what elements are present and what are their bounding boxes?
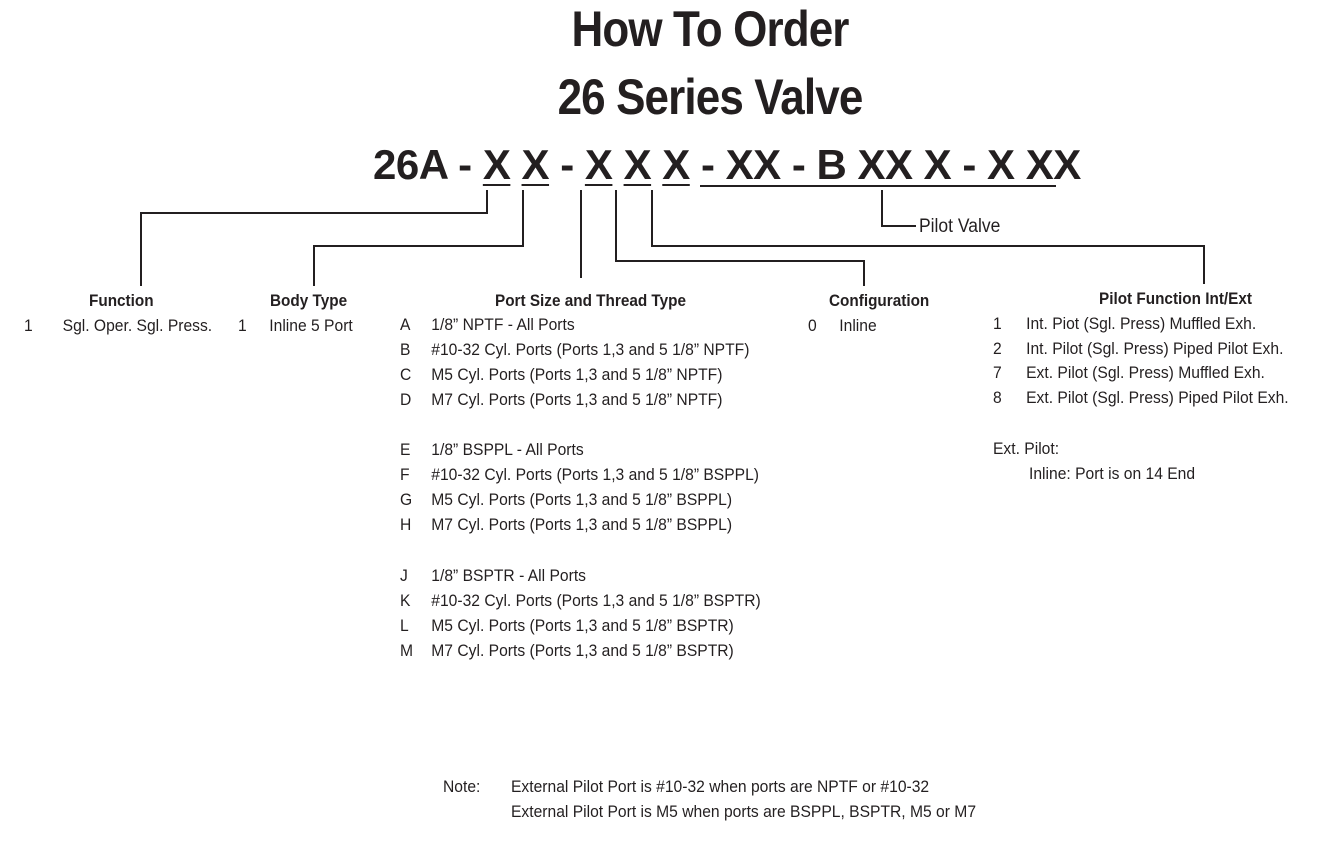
pilot-function-item: 7 Ext. Pilot (Sgl. Press) Muffled Exh. — [993, 363, 1265, 382]
port-size-item: B #10-32 Cyl. Ports (Ports 1,3 and 5 1/8” NPTF) — [400, 340, 750, 359]
note-label: Note: — [443, 777, 481, 796]
port-size-item: H M7 Cyl. Ports (Ports 1,3 and 5 1/8” BSPPL) — [400, 515, 733, 534]
pilot-valve-leader — [882, 190, 916, 226]
port-size-item: J 1/8” BSPTR - All Ports — [400, 566, 586, 585]
code-dash: - — [700, 141, 715, 188]
body-type-item: 1 Inline 5 Port — [238, 316, 353, 335]
title-line-2: 26 Series Valve — [557, 69, 863, 125]
code-function-x: X — [482, 141, 511, 188]
port-size-item: A 1/8” NPTF - All Ports — [400, 315, 575, 334]
port-size-item: L M5 Cyl. Ports (Ports 1,3 and 5 1/8” BSPTR) — [400, 616, 734, 635]
pilot-function-header: Pilot Function Int/Ext — [1099, 289, 1252, 308]
pilot-function-item: 8 Ext. Pilot (Sgl. Press) Piped Pilot Exh. — [993, 388, 1289, 407]
function-header: Function — [89, 291, 154, 310]
body-type-header: Body Type — [270, 291, 348, 310]
note-line-1: External Pilot Port is #10-32 when ports are NPTF or #10-32 — [511, 777, 930, 796]
port-size-item: K #10-32 Cyl. Ports (Ports 1,3 and 5 1/8” BSPTR) — [400, 591, 761, 610]
pilot-valve-label: Pilot Valve — [919, 216, 1001, 237]
pilot-function-item: 2 Int. Pilot (Sgl. Press) Piped Pilot Exh. — [993, 339, 1284, 358]
configuration-item: 0 Inline — [808, 316, 877, 335]
code-config-x: X — [623, 141, 652, 188]
code-prefix: 26A — [373, 141, 447, 188]
port-size-item: M M7 Cyl. Ports (Ports 1,3 and 5 1/8” BSPTR) — [400, 641, 734, 660]
configuration-header: Configuration — [829, 291, 930, 310]
ext-pilot-heading: Ext. Pilot: — [993, 439, 1060, 458]
code-tail: XX - B XX X - X XX — [725, 141, 1081, 188]
ext-pilot-text: Inline: Port is on 14 End — [1029, 464, 1196, 483]
code-port-x: X — [584, 141, 613, 188]
pilot-function-item: 1 Int. Piot (Sgl. Press) Muffled Exh. — [993, 314, 1257, 333]
port-size-item: E 1/8” BSPPL - All Ports — [400, 440, 584, 459]
port-size-header: Port Size and Thread Type — [495, 291, 687, 310]
code-dash: - — [560, 141, 574, 188]
configuration-leader — [616, 190, 864, 286]
note-line-2: External Pilot Port is M5 when ports are BSPPL, BSPTR, M5 or M7 — [511, 802, 977, 821]
port-size-item: D M7 Cyl. Ports (Ports 1,3 and 5 1/8” NPTF) — [400, 390, 723, 409]
code-dash: - — [458, 141, 472, 188]
function-item: 1 Sgl. Oper. Sgl. Press. — [24, 316, 213, 335]
body-type-leader — [314, 190, 523, 286]
port-size-item: G M5 Cyl. Ports (Ports 1,3 and 5 1/8” BSPPL) — [400, 490, 733, 509]
title-line-1: How To Order — [571, 1, 849, 57]
port-size-item: F #10-32 Cyl. Ports (Ports 1,3 and 5 1/8” BSPPL) — [400, 465, 760, 484]
code-pilot-func-x: X — [662, 141, 690, 188]
port-size-item: C M5 Cyl. Ports (Ports 1,3 and 5 1/8” NPTF) — [400, 365, 723, 384]
code-body-x: X — [521, 141, 550, 188]
